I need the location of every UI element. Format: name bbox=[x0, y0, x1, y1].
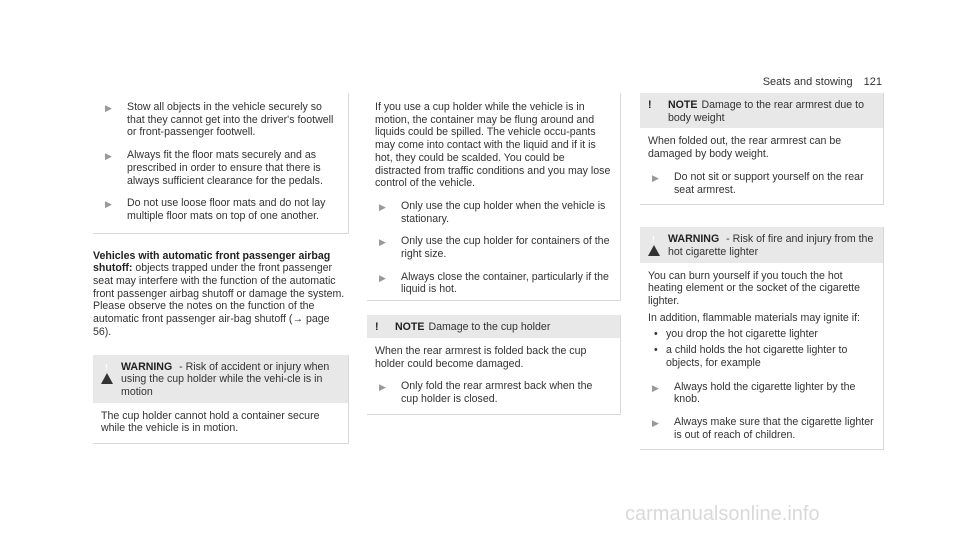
column-2 bbox=[367, 93, 621, 415]
note-body: When the rear armrest is folded back the cup holder could become damaged. ▶ Only fold the rear armrest back when the cup holder is closed. bbox=[367, 338, 620, 414]
bullet-arrow-icon: ▶ bbox=[379, 272, 386, 283]
list-item: ▶ Always close the container, particularly if the liquid is hot. bbox=[375, 271, 612, 296]
page-header bbox=[763, 76, 882, 88]
bullet-arrow-icon: ▶ bbox=[379, 201, 386, 212]
cup-holder-section bbox=[367, 93, 621, 301]
warning-triangle-icon bbox=[648, 233, 660, 256]
list-item: ▶ Always fit the floor mats securely and as prescribed in order to ensure that there is always sufficient clearance for the pedals. bbox=[101, 149, 340, 187]
watermark: carmanualsonline.info bbox=[625, 503, 820, 525]
list-item: ▶ Only use the cup holder when the vehicle is stationary. bbox=[375, 200, 612, 225]
warning-body: The cup holder cannot hold a container secure while the vehicle is in motion. bbox=[101, 409, 320, 435]
armrest-note bbox=[640, 93, 884, 205]
bullet-arrow-icon: ▶ bbox=[652, 382, 659, 393]
page-ref-link[interactable]: page 56). bbox=[93, 313, 330, 338]
list-item: ▶ Only use the cup holder for containers of the right size. bbox=[375, 235, 612, 260]
note-body: When folded out, the rear armrest can be damaged by body weight. ▶ Do not sit or support yourself on the rear seat armrest. bbox=[640, 128, 883, 204]
page-number: 121 bbox=[863, 76, 882, 88]
cigarette-lighter-warning bbox=[640, 227, 884, 450]
bullet-arrow-icon: ▶ bbox=[105, 103, 112, 113]
airbag-lead: Vehicles with automatic front passenger airbag shutoff: bbox=[93, 249, 331, 275]
bullet-dot-icon: • bbox=[654, 328, 658, 341]
bullet-arrow-icon: ▶ bbox=[652, 172, 659, 183]
note-header: ! NOTE Damage to the cup holder bbox=[367, 315, 620, 338]
cup-holder-warning bbox=[93, 355, 349, 445]
warning-header: ! WARNING - Risk of accident or injury when using the cup holder while the vehi-cle is in motion bbox=[93, 355, 348, 403]
note-header: ! NOTE Damage to the rear armrest due to body weight bbox=[640, 93, 883, 128]
warning-body: You can burn yourself if you touch the hot heating element or the socket of the cigarette lighter. In addition, flammable materials may ignite if: • you drop the hot cigarette lighter • a child holds the hot cigarette lighter to objects, for example ▶ Always hold the cigarette lighter by the knob. ▶ Always make sure that the cigarette lighter is out of reach of children. bbox=[648, 269, 874, 441]
page-ref-arrow-icon: → bbox=[292, 313, 304, 326]
bullet-arrow-icon: ▶ bbox=[652, 417, 659, 428]
list-item: ▶ Do not use loose floor mats and do not lay multiple floor mats on top of one another. bbox=[101, 197, 340, 222]
cup-holder-note bbox=[367, 315, 621, 415]
note-exclamation-icon: ! bbox=[375, 321, 379, 334]
bullet-dot-icon: • bbox=[654, 344, 658, 357]
list-item: ▶ Always make sure that the cigarette lighter is out of reach of children. bbox=[648, 416, 875, 441]
bullet-arrow-icon: ▶ bbox=[379, 237, 386, 248]
column-1 bbox=[93, 93, 349, 444]
bullet-arrow-icon: ▶ bbox=[379, 382, 386, 393]
list-item: ▶ Only fold the rear armrest back when the cup holder is closed. bbox=[375, 380, 612, 405]
list-item: • you drop the hot cigarette lighter bbox=[654, 328, 818, 341]
list-item: ▶ Always hold the cigarette lighter by the knob. bbox=[648, 381, 875, 406]
warning-header: ! WARNING - Risk of fire and injury from the hot cigarette lighter bbox=[640, 227, 883, 262]
bullet-arrow-icon: ▶ bbox=[105, 199, 112, 210]
airbag-paragraph: Vehicles with automatic front passenger airbag shutoff: objects trapped under the front passenger seat may interfere with the function of the automatic front passenger airbag shutoff or damage the system. Please observe the notes on the function of the automatic front passenger air-bag shutoff (→ page 56). bbox=[93, 249, 345, 338]
floor-mat-instructions bbox=[93, 93, 349, 234]
bullet-arrow-icon: ▶ bbox=[105, 151, 112, 162]
column-3 bbox=[640, 93, 884, 450]
warning-triangle-icon bbox=[101, 361, 113, 384]
list-item: • a child holds the hot cigarette lighter to objects, for example bbox=[654, 344, 848, 369]
cup-holder-intro: If you use a cup holder while the vehicle is in motion, the container may be flung around and liquids could be spilled. The vehicle occu-pants may come into contact with the liquid and if it is hot, they could be scalded. You could be distracted from traffic conditions and you may lose control of the vehicle. bbox=[375, 101, 611, 190]
note-exclamation-icon: ! bbox=[648, 99, 652, 111]
section-title: Seats and stowing bbox=[762, 76, 853, 88]
list-item: ▶ Stow all objects in the vehicle securely so that they cannot get into the driver's footwell or front-passenger footwell. bbox=[101, 101, 340, 139]
list-item: ▶ Do not sit or support yourself on the rear seat armrest. bbox=[648, 171, 875, 196]
